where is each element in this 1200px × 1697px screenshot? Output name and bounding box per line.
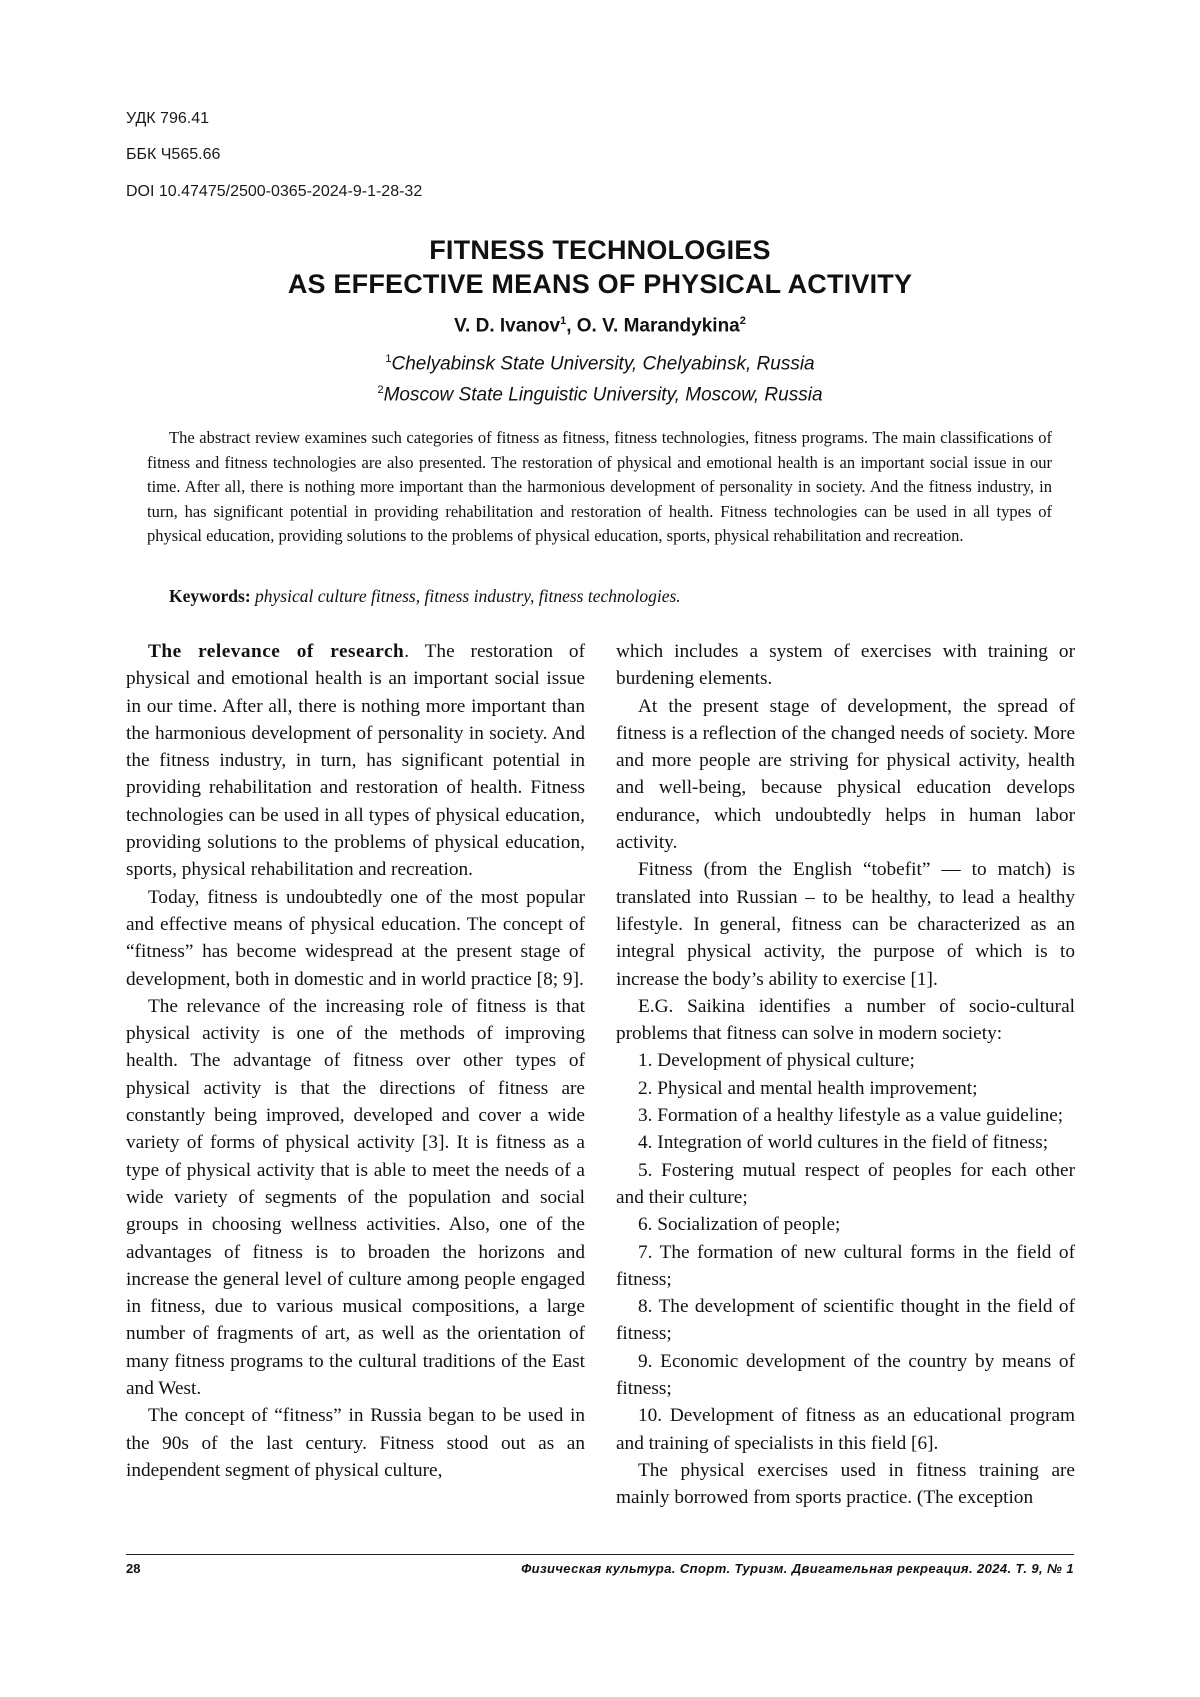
author-2: O. V. Marandykina: [576, 315, 740, 337]
keywords: [169, 586, 681, 607]
keywords-text: physical culture fitness, fitness industry, fitness technologies.: [255, 586, 681, 606]
paragraph: At the present stage of development, the spread of fitness is a reflection of the changed needs of society. More and more people are striving for physical activity, health and well-being, because physical education develops endurance, which undoubtedly helps in human labor activity.: [616, 695, 1075, 854]
affiliation-2: [0, 384, 1200, 406]
paragraph: The relevance of the increasing role of fitness is that physical activity is one of the methods of improving health. The advantage of fitness over other types of physical activity is that the directions of fitness are constantly being improved, developed and cover a wide variety of forms of physical activity [3]. It is fitness as a type of physical activity that is able to meet the needs of a wide variety of segments of the population and social groups in choosing wellness activities. Also, one of the advantages of fitness is to broaden the horizons and increase the general level of culture among people engaged in fitness, due to various musical compositions, a large number of fragments of art, as well as the orientation of many fitness programs to the cultural traditions of the East and West.: [126, 995, 585, 1400]
paragraph: Fitness (from the English “tobefit” — to match) is translated into Russian – to be healthy, to lead a healthy lifestyle. In general, fitness can be characterized as an integral physical activity, the purpose of which is to increase the body’s ability to exercise [1].: [616, 859, 1075, 990]
list-item: 6. Socialization of people;: [638, 1214, 841, 1236]
affiliation-2-text: Moscow State Linguistic University, Moscow, Russia: [383, 384, 823, 406]
left-column: [126, 638, 585, 1484]
title-line-2: AS EFFECTIVE MEANS OF PHYSICAL ACTIVITY: [287, 269, 913, 299]
footer-rule: [126, 1554, 1074, 1555]
title-line-1: FITNESS TECHNOLOGIES: [429, 235, 771, 265]
list-item: 1. Development of physical culture;: [638, 1050, 915, 1072]
relevance-heading: The relevance of research: [148, 641, 405, 662]
paragraph: The physical exercises used in fitness training are mainly borrowed from sports practice. (The exception: [616, 1459, 1075, 1509]
author-1-sup: 1: [560, 315, 567, 327]
right-column: [616, 638, 1075, 1512]
affiliation-1-sup: 1: [385, 353, 392, 365]
list-item: 9. Economic development of the country by means of fitness;: [616, 1350, 1075, 1400]
affiliation-1-text: Chelyabinsk State University, Chelyabinsk, Russia: [391, 353, 815, 375]
paragraph: E.G. Saikina identifies a number of socio-cultural problems that fitness can solve in modern society:: [616, 995, 1075, 1045]
author-1: V. D. Ivanov: [454, 315, 561, 337]
author-2-sup: 2: [739, 315, 746, 327]
udk-code: УДК 796.41: [126, 110, 209, 127]
affiliation-2-sup: 2: [377, 384, 384, 396]
list-item: 10. Development of fitness as an educational program and training of specialists in this field [6].: [616, 1405, 1075, 1454]
list-item: 4. Integration of world cultures in the field of fitness;: [638, 1132, 1049, 1154]
bbk-code: ББК Ч565.66: [126, 146, 221, 163]
list-item: 2. Physical and mental health improvement;: [638, 1077, 978, 1099]
paragraph: which includes a system of exercises with training or burdening elements.: [616, 641, 1075, 690]
list-item: 5. Fostering mutual respect of peoples for each other and their culture;: [616, 1159, 1075, 1208]
page-number: 28: [126, 1561, 141, 1576]
list-item: 7. The formation of new cultural forms in the field of fitness;: [616, 1241, 1075, 1290]
author-sep: ,: [566, 315, 577, 337]
list-item: 3. Formation of a healthy lifestyle as a value guideline;: [638, 1105, 1064, 1127]
affiliation-1: [0, 353, 1200, 375]
journal-name: Физическая культура. Спорт. Туризм. Двигательная рекреация. 2024. Т. 9, № 1: [521, 1561, 1074, 1576]
paragraph: Today, fitness is undoubtedly one of the most popular and effective means of physical education. The concept of “fitness” has become widespread at the present stage of development, both in domestic and in world practice [8; 9].: [126, 886, 585, 990]
keywords-label: Keywords:: [169, 586, 251, 606]
paragraph-text: . The restoration of physical and emotional health is an important social issue in our time. After all, there is nothing more important than the harmonious development of personality in society. And the fitness industry, in turn, has significant potential in providing rehabilitation and restoration of health. Fitness technologies can be used in all types of physical education, providing solutions to the problems of physical education, sports, physical rehabilitation and recreation.: [126, 641, 585, 881]
doi: DOI 10.47475/2500-0365-2024-9-1-28-32: [126, 183, 423, 200]
paragraph: [126, 638, 585, 884]
paragraph: The concept of “fitness” in Russia began to be used in the 90s of the last century. Fitness stood out as an independent segment of physical culture,: [126, 1405, 585, 1481]
list-item: 8. The development of scientific thought in the field of fitness;: [616, 1296, 1075, 1345]
authors: [0, 315, 1200, 337]
abstract: The abstract review examines such categories of fitness as fitness, fitness technologies, fitness programs. The main classifications of fitness and fitness technologies are also presented. The restoration of physical and emotional health is an important social issue in our time. After all, there is nothing more important than the harmonious development of personality in society. And the fitness industry, in turn, has significant potential in providing rehabilitation and restoration of health. Fitness technologies can be used in all types of physical education, providing solutions to the problems of physical education, sports, physical rehabilitation and recreation.: [147, 428, 1052, 546]
